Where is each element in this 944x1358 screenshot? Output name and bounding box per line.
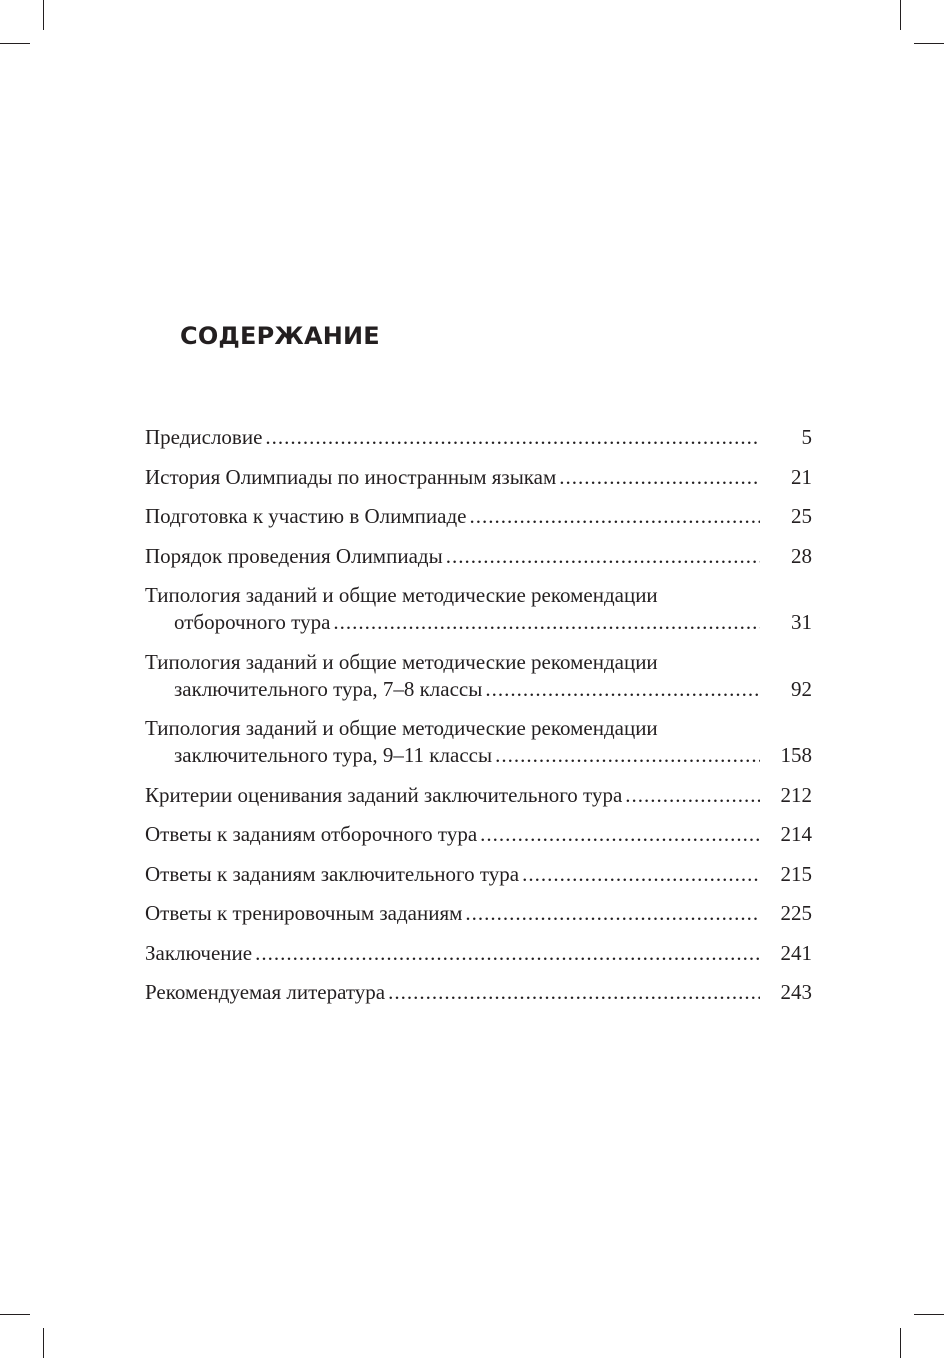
dot-leader bbox=[265, 424, 760, 451]
toc-entry-title-line1: Типология заданий и общие методические рекомендации bbox=[145, 716, 658, 740]
crop-mark-top-left-h bbox=[0, 43, 30, 44]
dot-leader bbox=[333, 609, 760, 636]
toc-entry-page: 225 bbox=[780, 901, 812, 925]
toc-entry-page: 243 bbox=[780, 980, 812, 1004]
toc-entry[interactable] bbox=[145, 464, 812, 491]
page-title: СОДЕРЖАНИЕ bbox=[180, 322, 380, 350]
toc-entry[interactable] bbox=[145, 861, 812, 888]
crop-mark-bottom-right-h bbox=[914, 1314, 944, 1315]
toc-entry[interactable] bbox=[145, 424, 812, 451]
toc-entry-title: Предисловие bbox=[145, 425, 263, 449]
toc-entry-page: 92 bbox=[791, 676, 812, 701]
dot-leader bbox=[465, 900, 760, 927]
toc-entry-page: 241 bbox=[780, 940, 812, 965]
toc-entry-title: Подготовка к участию в Олимпиаде bbox=[145, 504, 467, 528]
dot-leader bbox=[480, 821, 760, 848]
dot-leader bbox=[388, 979, 760, 1006]
toc-entry-title: Порядок проведения Олимпиады bbox=[145, 543, 443, 568]
toc-entry-title: Ответы к заданиям заключительного тура bbox=[145, 861, 520, 886]
crop-mark-top-right-v bbox=[900, 0, 901, 30]
dot-leader bbox=[485, 676, 760, 703]
crop-mark-bottom-right-v bbox=[900, 1328, 901, 1358]
toc-entry[interactable] bbox=[145, 979, 812, 1006]
toc-entry-title-line1: Типология заданий и общие методические рекомендации bbox=[145, 649, 658, 674]
toc-entry-title-line2: заключительного тура, 7–8 классы bbox=[174, 676, 483, 701]
toc-entry-title: Заключение bbox=[145, 940, 253, 965]
toc-entry[interactable] bbox=[145, 821, 812, 848]
toc-entry-page: 214 bbox=[780, 822, 812, 846]
dot-leader bbox=[522, 861, 760, 888]
toc-entry[interactable] bbox=[145, 649, 812, 703]
crop-mark-top-right-h bbox=[914, 43, 944, 44]
toc-entry[interactable] bbox=[145, 543, 812, 570]
toc-entry-title: Ответы к тренировочным заданиям bbox=[145, 901, 463, 925]
crop-mark-bottom-left-v bbox=[43, 1328, 44, 1358]
toc-entry-title-line2: заключительного тура, 9–11 классы bbox=[174, 743, 493, 767]
dot-leader bbox=[446, 543, 760, 570]
toc-entry-title-line1: Типология заданий и общие методические рекомендации bbox=[145, 583, 658, 607]
table-of-contents bbox=[145, 424, 812, 1019]
toc-entry-page: 215 bbox=[780, 861, 812, 886]
toc-entry[interactable] bbox=[145, 900, 812, 927]
toc-entry[interactable] bbox=[145, 715, 812, 769]
dot-leader bbox=[625, 782, 760, 809]
crop-mark-top-left-v bbox=[43, 0, 44, 30]
toc-entry-page: 21 bbox=[791, 464, 812, 489]
toc-entry-title: Ответы к заданиям отборочного тура bbox=[145, 822, 478, 846]
dot-leader bbox=[495, 742, 760, 769]
toc-entry-title: История Олимпиады по иностранным языкам bbox=[145, 464, 557, 489]
toc-entry[interactable] bbox=[145, 582, 812, 636]
toc-entry-page: 25 bbox=[791, 504, 812, 528]
crop-mark-bottom-left-h bbox=[0, 1314, 30, 1315]
toc-entry-page: 31 bbox=[791, 610, 812, 634]
toc-entry[interactable] bbox=[145, 940, 812, 967]
toc-entry[interactable] bbox=[145, 503, 812, 530]
toc-entry-page: 28 bbox=[791, 543, 812, 568]
toc-entry-page: 212 bbox=[780, 782, 812, 807]
toc-entry-title-line2: отборочного тура bbox=[174, 610, 331, 634]
toc-entry-page: 158 bbox=[780, 743, 812, 767]
toc-entry-page: 5 bbox=[801, 425, 812, 449]
toc-entry-title: Критерии оценивания заданий заключительного тура bbox=[145, 782, 623, 807]
dot-leader bbox=[469, 503, 760, 530]
toc-entry[interactable] bbox=[145, 782, 812, 809]
dot-leader bbox=[559, 464, 760, 491]
toc-entry-title: Рекомендуемая литература bbox=[145, 980, 386, 1004]
dot-leader bbox=[255, 940, 760, 967]
